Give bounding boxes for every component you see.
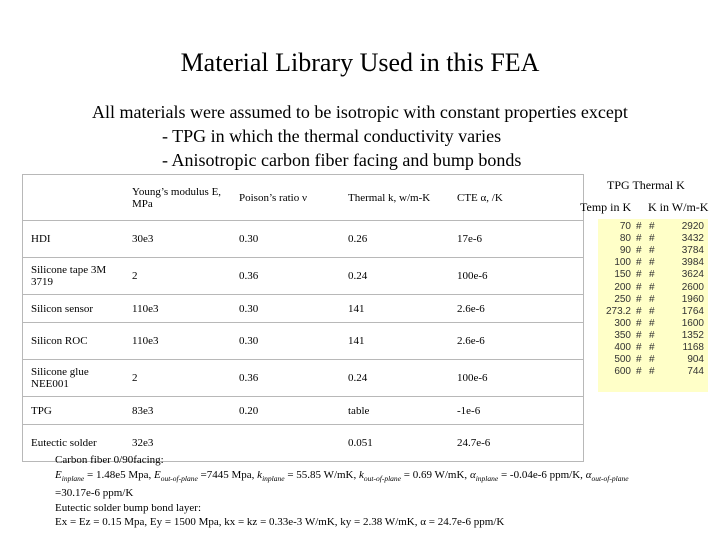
tpg-row [598, 257, 708, 269]
tpg-hash: # [649, 233, 655, 245]
table-cell: 24.7e-6 [449, 425, 584, 462]
tpg-row [598, 318, 708, 330]
material-table [22, 174, 584, 462]
tpg-row [598, 330, 708, 342]
material-notes [55, 453, 705, 530]
table-cell: 30e3 [124, 221, 231, 258]
table-cell: 17e-6 [449, 221, 584, 258]
tpg-row [598, 306, 708, 318]
table-cell: 0.24 [340, 360, 449, 397]
tpg-hash: # [649, 221, 655, 232]
table-cell: 0.051 [340, 425, 449, 462]
tpg-temp: 90 [619, 245, 631, 257]
tpg-hash: # [636, 342, 642, 353]
table-cell: 0.30 [231, 323, 340, 360]
tpg-hash: # [636, 329, 642, 341]
tpg-hash: # [649, 366, 655, 378]
tpg-k: 2920 [681, 221, 704, 232]
table-cell: Silicone glue NEE001 [23, 360, 125, 397]
tpg-row [598, 221, 708, 233]
tpg-hash: # [636, 281, 642, 293]
tpg-row [598, 342, 708, 354]
tpg-k: 3432 [681, 233, 704, 245]
tpg-temp: 300 [614, 317, 631, 329]
tpg-hash: # [636, 366, 642, 378]
tpg-hash: # [636, 305, 642, 317]
tpg-temp: 600 [614, 366, 631, 378]
tpg-hash: # [649, 281, 655, 293]
tpg-hash: # [636, 221, 642, 232]
carbon-fiber-properties-cont: =30.17e-6 ppm/K [55, 487, 134, 500]
tpg-table-title: TPG Thermal K [607, 178, 685, 192]
tpg-row [598, 354, 708, 366]
tpg-hash: # [649, 342, 655, 353]
tpg-k: 3624 [681, 269, 704, 281]
table-row [23, 397, 584, 425]
table-cell: 0.30 [231, 221, 340, 258]
tpg-k: 744 [687, 366, 704, 378]
tpg-k: 1352 [681, 329, 704, 341]
table-cell: 0.24 [340, 258, 449, 295]
tpg-hash: # [636, 245, 642, 257]
table-cell: Eutectic solder [23, 425, 125, 462]
table-header-row [23, 175, 584, 221]
table-cell: 0.20 [231, 397, 340, 425]
tpg-k: 1168 [682, 342, 704, 353]
table-cell: 100e-6 [449, 258, 584, 295]
tpg-row [598, 282, 708, 294]
tpg-hash: # [649, 269, 655, 281]
table-cell: 0.26 [340, 221, 449, 258]
header-thermal-k: Thermal k, w/m-K [340, 175, 449, 221]
eutectic-properties: Ex = Ez = 0.15 Mpa, Ey = 1500 Mpa, kx = kz = 0.33e-3 W/mK, ky = 2.38 W/mK, α = 24.7e-6 ppm/K [55, 516, 505, 529]
header-cte: CTE α, /K [449, 175, 584, 221]
page-title: Material Library Used in this FEA [180, 48, 540, 77]
tpg-hash: # [636, 354, 642, 366]
tpg-temp: 350 [614, 329, 631, 341]
tpg-hash: # [649, 245, 655, 257]
table-cell: 2 [124, 360, 231, 397]
tpg-hash: # [649, 317, 655, 329]
carbon-fiber-heading: Carbon fiber 0/90facing: [55, 454, 164, 466]
header-material [23, 175, 125, 221]
tpg-temp: 250 [614, 293, 631, 305]
table-cell: 100e-6 [449, 360, 584, 397]
tpg-k: 3784 [681, 245, 704, 257]
table-cell: 0.36 [231, 258, 340, 295]
tpg-temp: 80 [619, 233, 631, 245]
tpg-hash: # [636, 257, 642, 269]
tpg-k: 904 [687, 354, 704, 366]
carbon-fiber-properties: $E_{inplane} = 1.48e5$ Mpa, $E_{out-of-plane} =7445$ Mpa, $k_{inplane} = 55.85$ W/mK, $k_{out-of-plane} = 0.69$ W/mK, $\alpha_{inplane} = -0.04e-6$ ppm/K, $\alpha_{out-of-plane}$ [55, 468, 629, 483]
intro-line-2: - TPG in which the thermal conductivity varies [162, 126, 502, 146]
table-cell: -1e-6 [449, 397, 584, 425]
header-youngs-modulus: Young’s modulus E, MPa [124, 175, 231, 221]
tpg-row [598, 269, 708, 281]
tpg-k: 3984 [681, 257, 704, 269]
table-cell: 0.30 [231, 295, 340, 323]
tpg-hash: # [649, 257, 655, 269]
table-row [23, 221, 584, 258]
tpg-col-temp: Temp in K [580, 200, 632, 214]
tpg-hash: # [649, 354, 655, 366]
tpg-hash: # [649, 329, 655, 341]
table-row [23, 258, 584, 295]
tpg-row [598, 294, 708, 306]
intro-line-1: All materials were assumed to be isotropic with constant properties except [92, 102, 628, 122]
table-cell: 110e3 [124, 295, 231, 323]
tpg-col-k: K in W/m-K [648, 200, 709, 214]
table-cell: TPG [23, 397, 125, 425]
tpg-hash: # [636, 317, 642, 329]
table-cell: table [340, 397, 449, 425]
tpg-row [598, 245, 708, 257]
tpg-k: 1764 [681, 305, 704, 317]
table-cell: 141 [340, 323, 449, 360]
tpg-temp: 400 [614, 342, 631, 353]
table-row [23, 360, 584, 397]
table-cell: 83e3 [124, 397, 231, 425]
tpg-row [598, 233, 708, 245]
eutectic-heading: Eutectic solder bump bond layer: [55, 501, 202, 514]
tpg-hash: # [636, 293, 642, 305]
tpg-temp: 273.2 [605, 305, 631, 317]
table-cell: Silicon ROC [23, 323, 125, 360]
tpg-hash: # [636, 269, 642, 281]
tpg-row [598, 366, 708, 378]
table-row [23, 323, 584, 360]
tpg-hash: # [636, 233, 642, 245]
tpg-hash: # [649, 293, 655, 305]
table-cell: 141 [340, 295, 449, 323]
tpg-k: 2600 [681, 281, 704, 293]
table-cell: 2.6e-6 [449, 295, 584, 323]
intro-text [92, 100, 628, 172]
table-row [23, 295, 584, 323]
table-cell: 32e3 [124, 425, 231, 462]
table-cell: Silicon sensor [23, 295, 125, 323]
table-cell: 2 [124, 258, 231, 295]
tpg-k: 1600 [681, 317, 704, 329]
intro-line-3: - Anisotropic carbon fiber facing and bump bonds [162, 150, 522, 170]
tpg-temp: 70 [619, 221, 631, 232]
table-cell: 0.36 [231, 360, 340, 397]
tpg-hash: # [649, 305, 655, 317]
tpg-temp: 150 [614, 269, 631, 281]
tpg-k: 1960 [681, 293, 704, 305]
table-cell: 2.6e-6 [449, 323, 584, 360]
tpg-temp: 100 [614, 257, 631, 269]
tpg-temp: 200 [614, 281, 631, 293]
table-cell: 110e3 [124, 323, 231, 360]
table-cell: Silicone tape 3M 3719 [23, 258, 125, 295]
tpg-temp: 500 [614, 354, 631, 366]
header-poisson-ratio: Poison’s ratio ν [231, 175, 340, 221]
table-cell: HDI [23, 221, 125, 258]
